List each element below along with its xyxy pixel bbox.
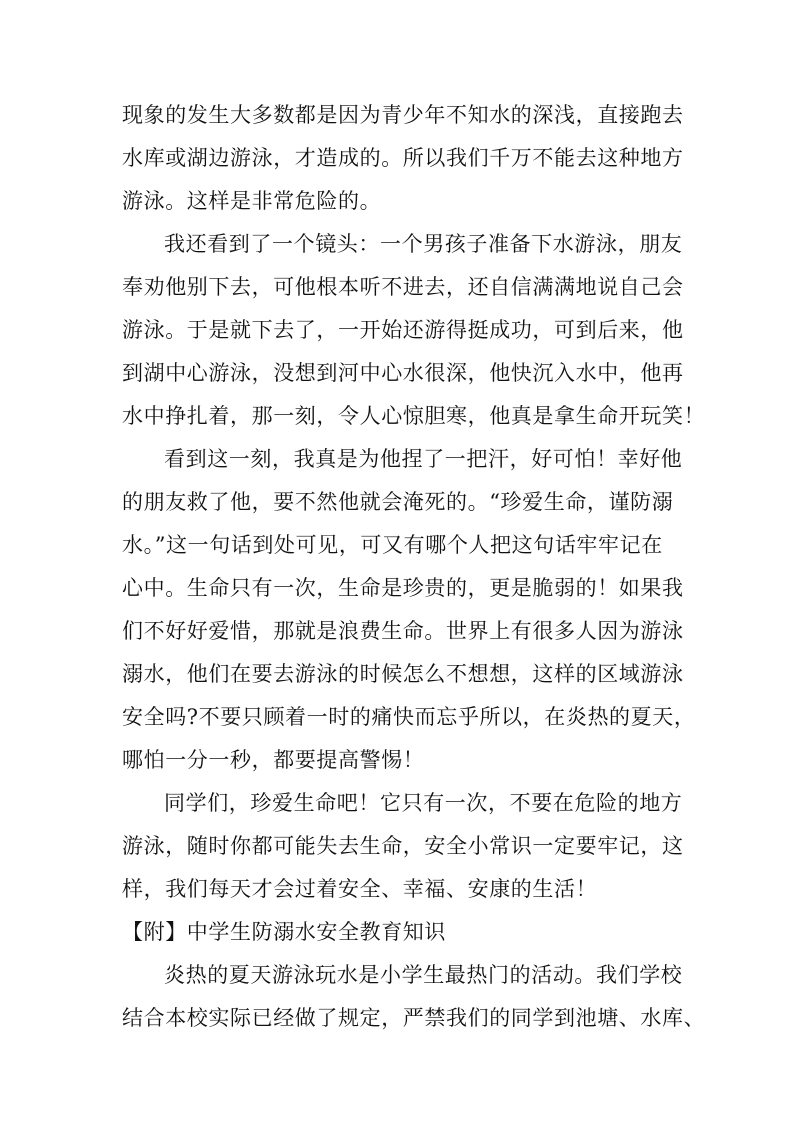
text-line: 看到这一刻，我真是为他捏了一把汗，好可怕！幸好他 — [164, 447, 683, 471]
text-line: 游泳。这样是非常危险的。 — [122, 189, 382, 213]
text-line: 安全吗?不要只顾着一时的痛快而忘乎所以，在炎热的夏天， — [122, 705, 696, 729]
text-line: 样，我们每天才会过着安全、幸福、安康的生活！ — [122, 877, 598, 901]
text-line: 现象的发生大多数都是因为青少年不知水的深浅，直接跑去 — [122, 103, 684, 127]
text-line: 水。”这一句话到处可见，可又有哪个人把这句话牢牢记在 — [122, 533, 663, 557]
text-line: 我还看到了一个镜头：一个男孩子准备下水游泳，朋友 — [164, 232, 683, 256]
text-line: 游泳。于是就下去了，一开始还游得挺成功，可到后来，他 — [122, 318, 684, 342]
text-line: 水中挣扎着，那一刻，令人心惊胆寒，他真是拿生命开玩笑！ — [122, 404, 706, 428]
text-line: 的朋友救了他，要不然他就会淹死的。“珍爱生命，谨防溺 — [122, 490, 674, 514]
text-line: 哪怕一分一秒，都要提高警惕！ — [122, 748, 425, 772]
text-line: 溺水，他们在要去游泳的时候怎么不想想，这样的区域游泳 — [122, 662, 684, 686]
section-heading: 【附】中学生防溺水安全教育知识 — [122, 920, 446, 944]
text-line: 游泳，随时你都可能失去生命，安全小常识一定要牢记，这 — [122, 834, 684, 858]
text-line: 们不好好爱惜，那就是浪费生命。世界上有很多人因为游泳 — [122, 619, 684, 643]
text-line: 水库或湖边游泳，才造成的。所以我们千万不能去这种地方 — [122, 146, 684, 170]
text-line: 奉劝他别下去，可他根本听不进去，还自信满满地说自己会 — [122, 275, 684, 299]
text-line: 心中。生命只有一次，生命是珍贵的，更是脆弱的！如果我 — [122, 576, 684, 600]
text-line: 结合本校实际已经做了规定，严禁我们的同学到池塘、水库、 — [122, 1006, 706, 1030]
text-line: 同学们，珍爱生命吧！它只有一次，不要在危险的地方 — [164, 791, 683, 815]
text-line: 到湖中心游泳，没想到河中心水很深，他快沉入水中，他再 — [122, 361, 684, 385]
text-line: 炎热的夏天游泳玩水是小学生最热门的活动。我们学校 — [164, 963, 683, 987]
